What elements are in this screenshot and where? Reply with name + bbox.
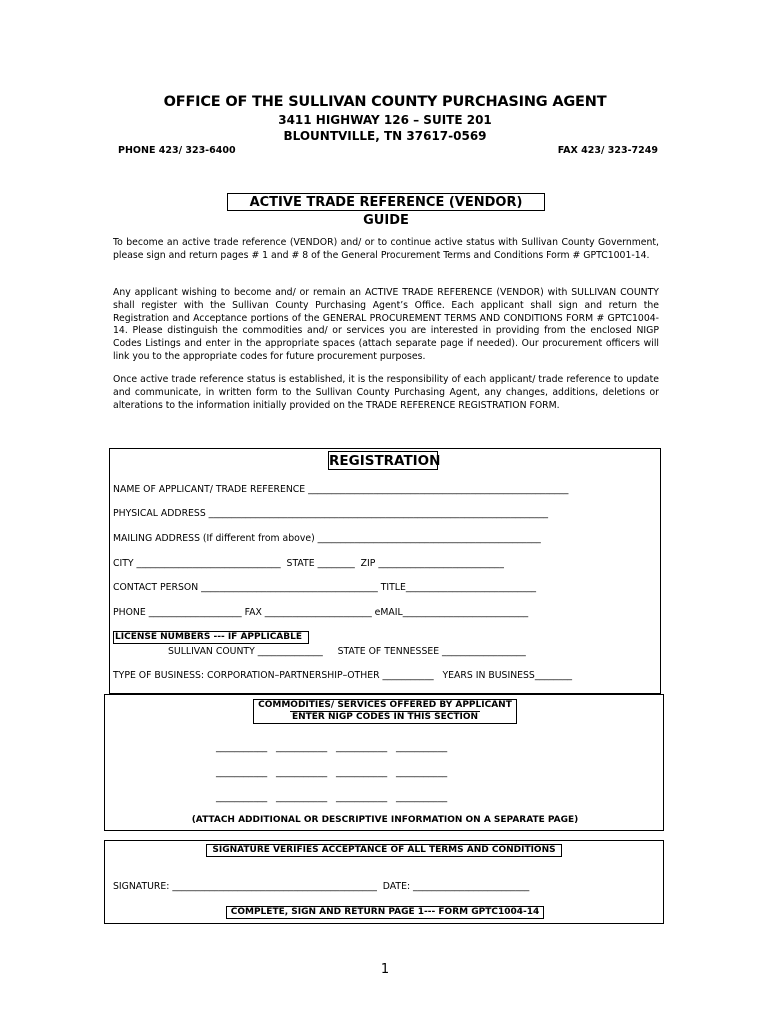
phone-number: PHONE 423/ 323-6400 (118, 145, 236, 156)
address-line-1: 3411 HIGHWAY 126 – SUITE 201 (278, 113, 492, 127)
city-state-zip-field[interactable]: CITY _______________________________ STATE ________ ZIP ___________________________ (113, 558, 504, 569)
signature-title: SIGNATURE VERIFIES ACCEPTANCE OF ALL TERMS AND CONDITIONS (206, 844, 562, 857)
mailing-address-field[interactable]: MAILING ADDRESS (If different from above) ________________________________________________ (113, 533, 541, 544)
nigp-code-row[interactable]: ___________ ___________ ___________ ___________ (216, 742, 448, 753)
nigp-code-row[interactable]: ___________ ___________ ___________ ___________ (216, 767, 448, 778)
commodities-title (253, 699, 517, 724)
phone-fax-email-field[interactable]: PHONE ____________________ FAX _______________________ eMAIL___________________________ (113, 607, 529, 618)
guide-paragraph-3: Once active trade reference status is established, it is the responsibility of each applicant/ trade reference to update and communicate, in written form to the Sullivan County Purchasing Agent, any changes, additions, deletions or alterations to the information initially provided on the TRADE REFERENCE REGISTRATION FORM. (113, 374, 659, 411)
nigp-code-row[interactable]: ___________ ___________ ___________ ___________ (216, 792, 448, 803)
fax-number: FAX 423/ 323-7249 (557, 145, 658, 156)
guide-title: ACTIVE TRADE REFERENCE (VENDOR) GUIDE (227, 193, 545, 211)
license-numbers-label: LICENSE NUMBERS --- IF APPLICABLE (113, 631, 309, 644)
commodities-title-line-2: ENTER NIGP CODES IN THIS SECTION (291, 712, 479, 722)
attach-info-note: (ATTACH ADDITIONAL OR DESCRIPTIVE INFORMATION ON A SEPARATE PAGE) (191, 815, 579, 825)
office-title: OFFICE OF THE SULLIVAN COUNTY PURCHASING AGENT (163, 94, 607, 110)
applicant-name-field[interactable]: NAME OF APPLICANT/ TRADE REFERENCE ________________________________________________________ (113, 484, 569, 495)
commodities-title-line-1: COMMODITIES/ SERVICES OFFERED BY APPLICANT (258, 700, 512, 710)
contact-title-field[interactable]: CONTACT PERSON ______________________________________ TITLE____________________________ (113, 582, 537, 593)
license-numbers-field[interactable]: SULLIVAN COUNTY ______________ STATE OF TENNESSEE __________________ (168, 646, 526, 657)
page-number: 1 (380, 962, 390, 977)
return-instructions: COMPLETE, SIGN AND RETURN PAGE 1--- FORM GPTC1004-14 (226, 906, 544, 919)
business-type-field[interactable]: TYPE OF BUSINESS: CORPORATION–PARTNERSHIP–OTHER ___________ YEARS IN BUSINESS________ (113, 670, 573, 681)
physical-address-field[interactable]: PHYSICAL ADDRESS _________________________________________________________________________ (113, 508, 549, 519)
guide-paragraph-1: To become an active trade reference (VENDOR) and/ or to continue active status with Sullivan County Government, please sign and return pages # 1 and # 8 of the General Procurement Terms and Conditions Form # GPTC1001-14. (113, 237, 659, 261)
registration-title: REGISTRATION (329, 453, 441, 469)
signature-date-field[interactable]: SIGNATURE: ____________________________________________ DATE: _________________________ (113, 881, 530, 892)
address-line-2: BLOUNTVILLE, TN 37617-0569 (283, 129, 487, 143)
guide-paragraph-2: Any applicant wishing to become and/ or remain an ACTIVE TRADE REFERENCE (VENDOR) with SULLIVAN COUNTY shall register with the Sullivan County Purchasing Agent’s Office. Each applicant shall sign and return the Registration and Acceptance portions of the GENERAL PROCUREMENT TERMS AND CONDITIONS FORM # GPTC1004-14. Please distinguish the commodities and/ or services you are interested in providing from the enclosed NIGP Codes Listings and enter in the appropriate spaces (attach separate page if needed). Our procurement officers will link you to the appropriate codes for future procurement purposes. (113, 287, 659, 362)
